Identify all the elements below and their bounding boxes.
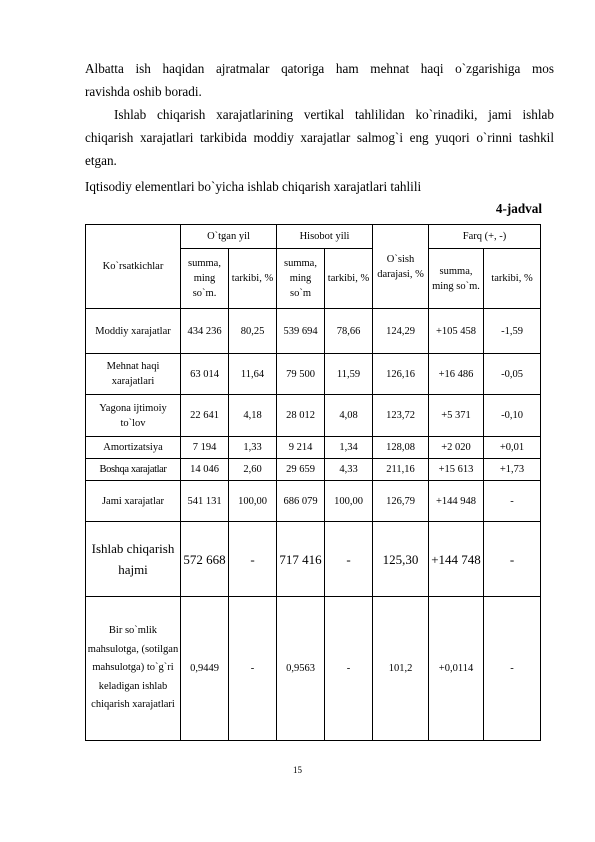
paragraph-2-line-1: Ishlab chiqarish xarajatlarining vertikal tahlilidan ko`rinadiki, jami ishlab	[114, 107, 554, 122]
cell-sum-diff: +144 948	[429, 481, 484, 522]
cell-sum-prev: 63 014	[181, 354, 229, 395]
cell-share-report: 1,34	[325, 437, 373, 459]
cell-share-report: 4,08	[325, 395, 373, 437]
cell-sum-diff: +105 458	[429, 309, 484, 354]
cell-growth: 101,2	[373, 597, 429, 741]
cell-growth: 128,08	[373, 437, 429, 459]
cell-share-report: -	[325, 597, 373, 741]
cell-share-prev: -	[229, 597, 277, 741]
cell-sum-prev: 7 194	[181, 437, 229, 459]
cell-sum-prev: 22 641	[181, 395, 229, 437]
cell-sum-report: 539 694	[277, 309, 325, 354]
cell-sum-report: 79 500	[277, 354, 325, 395]
header-sum-report: summa, ming so`m	[277, 249, 325, 309]
header-share-prev: tarkibi, %	[229, 249, 277, 309]
cell-growth: 126,79	[373, 481, 429, 522]
row-label: Mehnat haqi xarajatlari	[86, 354, 181, 395]
table-header-row	[86, 225, 541, 249]
table-row	[86, 597, 541, 741]
cell-share-diff: +1,73	[484, 459, 541, 481]
header-report-year: Hisobot yili	[277, 225, 373, 249]
paragraph-2-line-2: chiqarish xarajatlari tarkibida moddiy xarajatlar salmog`i eng yuqori o`rinni tashkil	[85, 130, 554, 145]
header-share-report: tarkibi, %	[325, 249, 373, 309]
row-label: Yagona ijtimoiy to`lov	[86, 395, 181, 437]
header-sum-diff: summa, ming so`m.	[429, 249, 484, 309]
paragraph-1-line-1: Albatta ish haqidan ajratmalar qatoriga ham mehnat haqi o`zgarishiga mos	[85, 61, 554, 76]
header-share-diff: tarkibi, %	[484, 249, 541, 309]
cell-share-prev: 80,25	[229, 309, 277, 354]
table-number: 4-jadval	[495, 201, 542, 216]
cell-share-diff: -1,59	[484, 309, 541, 354]
cell-share-diff: -0,05	[484, 354, 541, 395]
header-indicator: Ko`rsatkichlar	[86, 225, 181, 309]
header-diff: Farq (+, -)	[429, 225, 541, 249]
cell-sum-diff: +15 613	[429, 459, 484, 481]
cell-sum-report: 686 079	[277, 481, 325, 522]
table-row	[86, 395, 541, 437]
cell-share-diff: +0,01	[484, 437, 541, 459]
cell-share-prev: 4,18	[229, 395, 277, 437]
cell-sum-diff: +2 020	[429, 437, 484, 459]
paragraph-2-line-3: etgan.	[85, 153, 117, 168]
cell-sum-diff: +0,0114	[429, 597, 484, 741]
header-prev-year: O`tgan yil	[181, 225, 277, 249]
expenses-table	[85, 224, 541, 741]
row-label: Moddiy xarajatlar	[86, 309, 181, 354]
table-row	[86, 354, 541, 395]
paragraph-1-line-2: ravishda oshib boradi.	[85, 84, 202, 99]
row-label: Jami xarajatlar	[86, 481, 181, 522]
cell-sum-report: 9 214	[277, 437, 325, 459]
header-growth: O`sish darajasi, %	[373, 225, 429, 309]
cell-sum-diff: +5 371	[429, 395, 484, 437]
cell-sum-report: 0,9563	[277, 597, 325, 741]
table-row	[86, 481, 541, 522]
cell-share-diff: -	[484, 481, 541, 522]
cell-sum-report: 717 416	[277, 522, 325, 597]
cell-share-diff: -	[484, 597, 541, 741]
page-number: 15	[293, 765, 302, 775]
cell-growth: 125,30	[373, 522, 429, 597]
cell-sum-prev: 541 131	[181, 481, 229, 522]
cell-sum-diff: +144 748	[429, 522, 484, 597]
table-caption: Iqtisodiy elementlari bo`yicha ishlab chiqarish xarajatlari tahlili	[85, 179, 422, 194]
cell-share-prev: 1,33	[229, 437, 277, 459]
row-label: Ishlab chiqarish hajmi	[86, 522, 181, 597]
cell-growth: 211,16	[373, 459, 429, 481]
cell-share-diff: -0,10	[484, 395, 541, 437]
cell-share-report: -	[325, 522, 373, 597]
row-label: Bir so`mlik mahsulotga, (sotilgan mahsulotga) to`g`ri keladigan ishlab chiqarish xarajatlari	[86, 597, 181, 741]
cell-sum-report: 29 659	[277, 459, 325, 481]
cell-sum-diff: +16 486	[429, 354, 484, 395]
cell-growth: 124,29	[373, 309, 429, 354]
cell-share-prev: -	[229, 522, 277, 597]
cell-share-prev: 11,64	[229, 354, 277, 395]
cell-share-prev: 100,00	[229, 481, 277, 522]
cell-share-report: 4,33	[325, 459, 373, 481]
table-row	[86, 437, 541, 459]
cell-share-report: 100,00	[325, 481, 373, 522]
cell-sum-prev: 0,9449	[181, 597, 229, 741]
cell-sum-prev: 434 236	[181, 309, 229, 354]
header-sum-prev: summa, ming so`m.	[181, 249, 229, 309]
cell-sum-prev: 572 668	[181, 522, 229, 597]
cell-sum-prev: 14 046	[181, 459, 229, 481]
cell-share-diff: -	[484, 522, 541, 597]
table-row	[86, 309, 541, 354]
cell-share-prev: 2,60	[229, 459, 277, 481]
row-label: Amortizatsiya	[86, 437, 181, 459]
cell-growth: 126,16	[373, 354, 429, 395]
row-label: Boshqa xarajatlar	[86, 459, 181, 481]
cell-share-report: 78,66	[325, 309, 373, 354]
cell-sum-report: 28 012	[277, 395, 325, 437]
table-row	[86, 459, 541, 481]
cell-growth: 123,72	[373, 395, 429, 437]
table-row	[86, 522, 541, 597]
cell-share-report: 11,59	[325, 354, 373, 395]
